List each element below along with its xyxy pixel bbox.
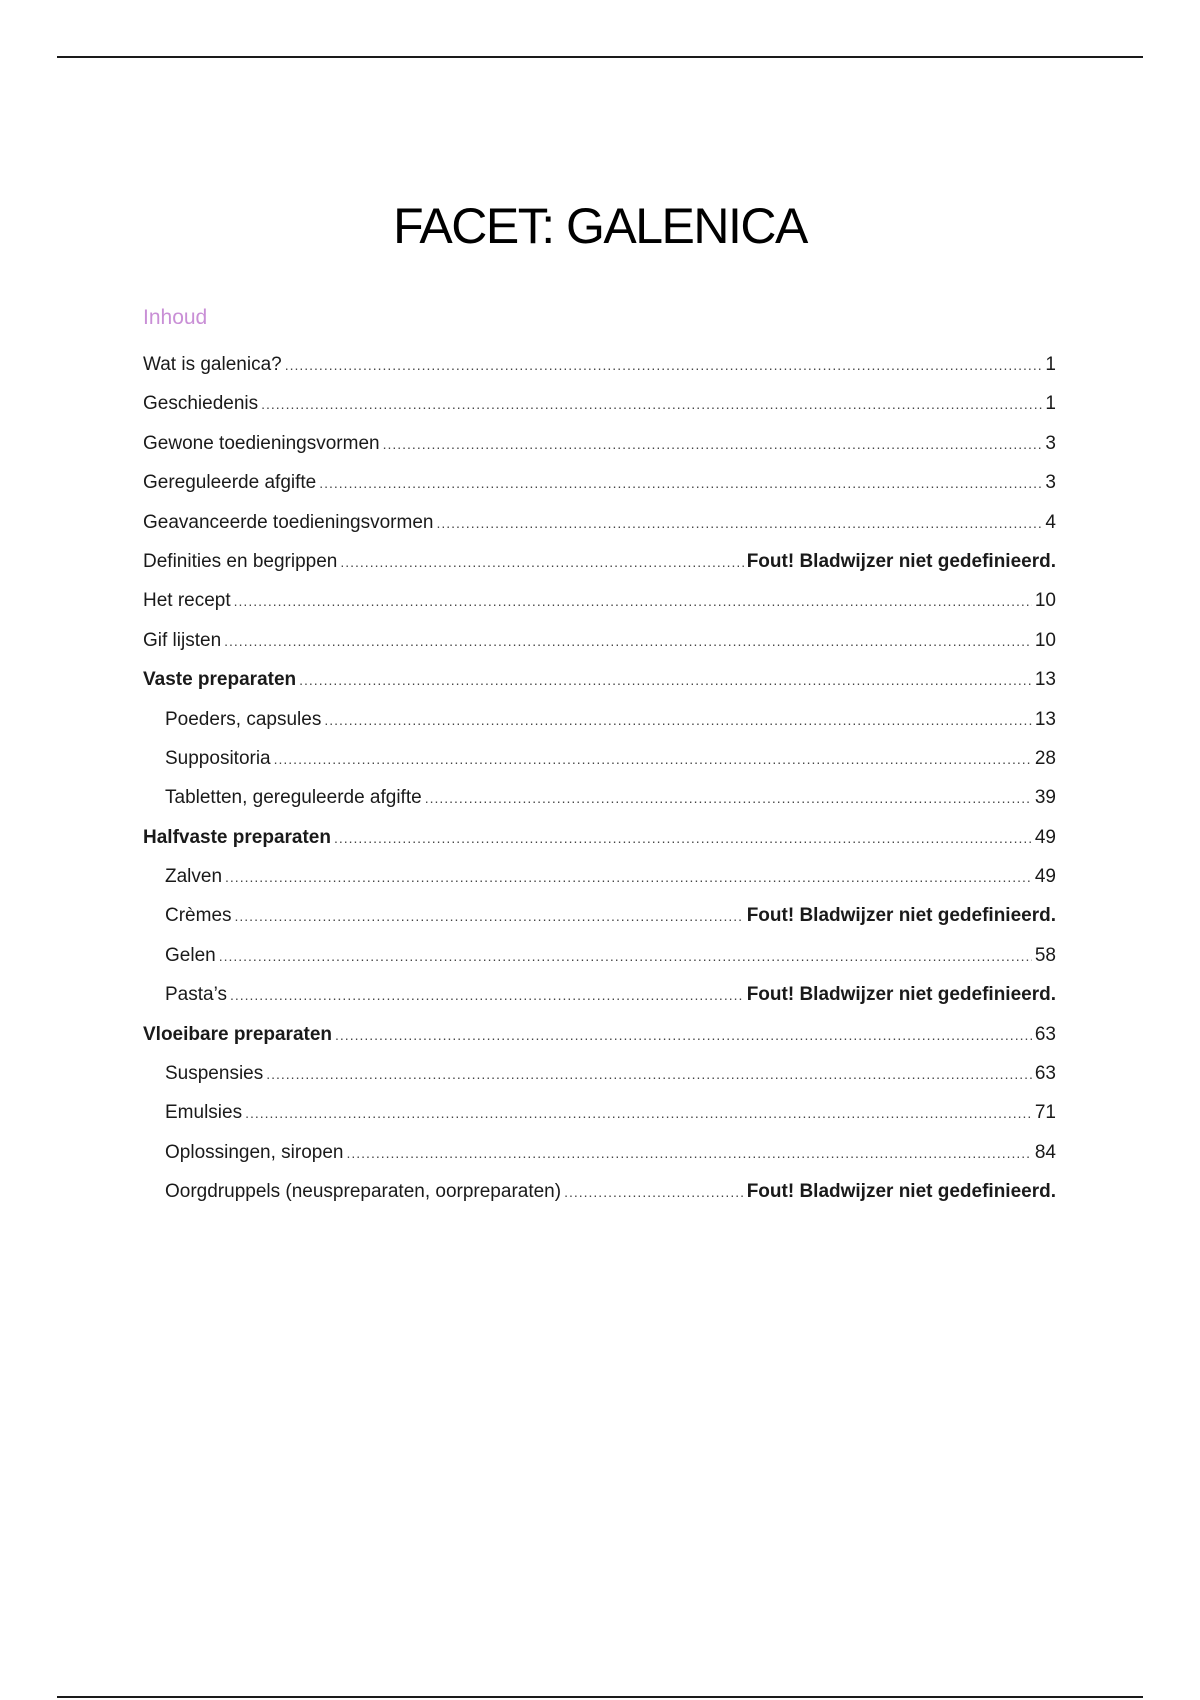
toc-dot-leader bbox=[266, 1055, 1032, 1094]
toc-entry[interactable] bbox=[143, 503, 1056, 542]
toc-dot-leader bbox=[340, 543, 743, 582]
toc-entry-label: Emulsies bbox=[165, 1102, 243, 1124]
toc-page-number: 10 bbox=[1034, 590, 1056, 612]
toc-entry[interactable] bbox=[143, 384, 1056, 423]
toc-bookmark-error: Fout! Bladwijzer niet gedefinieerd. bbox=[746, 1181, 1056, 1203]
toc-page-number: 3 bbox=[1045, 472, 1056, 494]
toc-dot-leader bbox=[436, 504, 1042, 543]
toc-page-number: 13 bbox=[1034, 708, 1056, 730]
toc-entry-label: Poeders, capsules bbox=[165, 708, 322, 730]
footer-rule bbox=[57, 1696, 1143, 1698]
toc-dot-leader bbox=[335, 1016, 1032, 1055]
toc-dot-leader bbox=[334, 819, 1032, 858]
toc-entry[interactable] bbox=[143, 739, 1056, 778]
toc-dot-leader bbox=[285, 346, 1043, 385]
toc-bookmark-error: Fout! Bladwijzer niet gedefinieerd. bbox=[746, 984, 1056, 1006]
toc-entry[interactable] bbox=[143, 936, 1056, 975]
toc-page-number: 63 bbox=[1034, 1023, 1056, 1045]
toc-dot-leader bbox=[230, 976, 744, 1015]
toc-entry[interactable] bbox=[143, 1054, 1056, 1093]
toc-dot-leader bbox=[261, 385, 1042, 424]
toc-entry[interactable] bbox=[143, 896, 1056, 935]
toc-dot-leader bbox=[225, 858, 1032, 897]
toc-heading: Inhoud bbox=[143, 306, 208, 329]
toc-entry-label: Suspensies bbox=[165, 1063, 264, 1085]
toc-entry-label: Wat is galenica? bbox=[143, 354, 282, 375]
toc-entry[interactable] bbox=[143, 660, 1056, 699]
toc-entry-label: Gif lijsten bbox=[143, 629, 222, 651]
toc-entry-label: Oorgdruppels (neuspreparaten, oorpreparaten) bbox=[165, 1181, 562, 1203]
toc-bookmark-error: Fout! Bladwijzer niet gedefinieerd. bbox=[746, 905, 1056, 927]
toc-dot-leader bbox=[224, 622, 1032, 661]
toc-page-number: 71 bbox=[1034, 1102, 1056, 1124]
toc-entry[interactable] bbox=[143, 1172, 1056, 1211]
toc-entry[interactable] bbox=[143, 700, 1056, 739]
toc-page-number: 49 bbox=[1034, 826, 1056, 848]
toc-entry-label: Oplossingen, siropen bbox=[165, 1141, 344, 1163]
toc-entry-label: Vloeibare preparaten bbox=[143, 1023, 333, 1045]
toc-entry-label: Zalven bbox=[165, 866, 223, 888]
toc-entry-label: Halfvaste preparaten bbox=[143, 826, 331, 848]
toc-entry-label: Geavanceerde toedieningsvormen bbox=[143, 511, 434, 533]
toc-entry[interactable] bbox=[143, 1015, 1056, 1054]
toc-dot-leader bbox=[564, 1173, 744, 1212]
toc-page-number: 28 bbox=[1034, 747, 1056, 769]
toc-entry[interactable] bbox=[143, 581, 1056, 620]
toc-page-number: 63 bbox=[1034, 1063, 1056, 1085]
toc-page-number: 58 bbox=[1034, 944, 1056, 966]
toc-dot-leader bbox=[383, 425, 1043, 464]
document-title: FACET: GALENICA bbox=[393, 198, 807, 254]
toc-dot-leader bbox=[299, 661, 1032, 700]
toc-dot-leader bbox=[347, 1134, 1032, 1173]
toc-entry[interactable] bbox=[143, 778, 1056, 817]
toc-page-number: 39 bbox=[1034, 787, 1056, 809]
toc-bookmark-error: Fout! Bladwijzer niet gedefinieerd. bbox=[746, 550, 1056, 572]
toc-entry-label: Geschiedenis bbox=[143, 393, 259, 415]
toc-page-number: 1 bbox=[1045, 354, 1056, 375]
toc-entry[interactable] bbox=[143, 975, 1056, 1014]
toc-entry-label: Definities en begrippen bbox=[143, 550, 338, 572]
toc-entry[interactable] bbox=[143, 621, 1056, 660]
toc-page-number: 4 bbox=[1045, 511, 1056, 533]
toc-page-number: 10 bbox=[1034, 629, 1056, 651]
toc-entry[interactable] bbox=[143, 463, 1056, 502]
toc-page-number: 1 bbox=[1045, 393, 1056, 415]
toc-entry[interactable] bbox=[143, 1133, 1056, 1172]
toc-page-number: 49 bbox=[1034, 866, 1056, 888]
toc-dot-leader bbox=[245, 1094, 1032, 1133]
toc-entry[interactable] bbox=[143, 424, 1056, 463]
toc-entry-label: Gewone toedieningsvormen bbox=[143, 432, 380, 454]
toc-dot-leader bbox=[425, 779, 1032, 818]
toc-entry[interactable] bbox=[143, 345, 1056, 384]
toc-entry-label: Vaste preparaten bbox=[143, 669, 297, 691]
header-rule bbox=[57, 56, 1143, 58]
toc-entry-label: Suppositoria bbox=[165, 747, 271, 769]
toc-page-number: 13 bbox=[1034, 669, 1056, 691]
toc-entry-label: Crèmes bbox=[165, 905, 232, 927]
toc-entry-label: Het recept bbox=[143, 590, 231, 612]
toc-page-number: 84 bbox=[1034, 1141, 1056, 1163]
toc-entry-label: Pasta’s bbox=[165, 984, 227, 1006]
toc-dot-leader bbox=[219, 937, 1032, 976]
toc-entry-label: Tabletten, gereguleerde afgifte bbox=[165, 787, 422, 809]
toc-dot-leader bbox=[235, 897, 744, 936]
toc-dot-leader bbox=[324, 701, 1032, 740]
toc-entry[interactable] bbox=[143, 542, 1056, 581]
toc-dot-leader bbox=[234, 582, 1032, 621]
toc-entry[interactable] bbox=[143, 818, 1056, 857]
toc-dot-leader bbox=[274, 740, 1032, 779]
toc-entry[interactable] bbox=[143, 1093, 1056, 1132]
table-of-contents bbox=[143, 345, 1056, 1212]
toc-entry-label: Gelen bbox=[165, 944, 216, 966]
toc-entry-label: Gereguleerde afgifte bbox=[143, 472, 317, 494]
toc-page-number: 3 bbox=[1045, 432, 1056, 454]
toc-entry[interactable] bbox=[143, 857, 1056, 896]
toc-dot-leader bbox=[319, 464, 1042, 503]
